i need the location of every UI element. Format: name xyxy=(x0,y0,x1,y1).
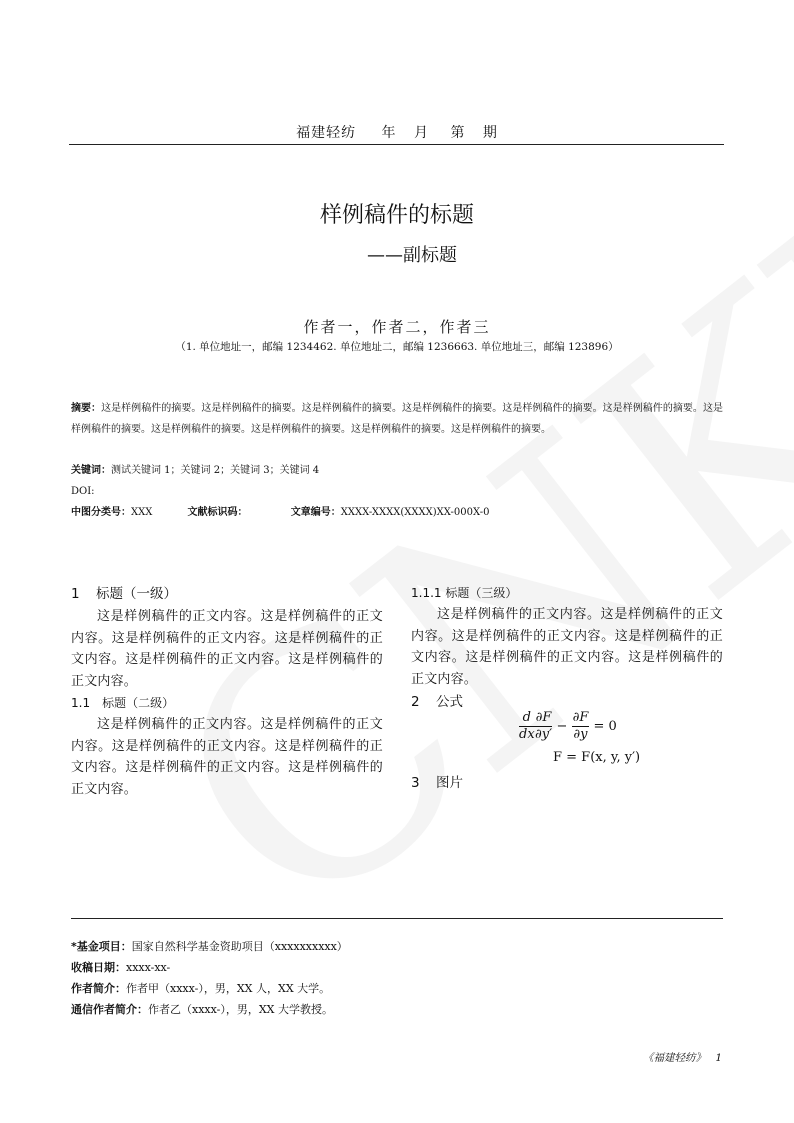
clc-label: 中图分类号： xyxy=(71,507,131,518)
footnote-rule xyxy=(71,918,723,919)
fraction: $\frac{\partial F}{\partial y'}$ xyxy=(535,710,553,742)
footnote-corresponding: 通信作者简介：作者乙（xxxx-），男，XX 大学教授。 xyxy=(71,1003,333,1016)
doi xyxy=(71,481,95,502)
period-label: 期 xyxy=(482,125,498,141)
abstract xyxy=(71,398,723,440)
keywords-label: 关键词： xyxy=(71,465,111,476)
abstract-label: 摘要： xyxy=(71,403,102,414)
clc-value: XXX xyxy=(131,507,153,518)
page-title: 样例稿件的标题 xyxy=(319,203,474,228)
keywords xyxy=(71,460,319,481)
right-column xyxy=(411,582,723,714)
section-title: 公式 xyxy=(436,694,463,710)
article-no-value: XXXX-XXXX(XXXX)XX-000X-0 xyxy=(340,507,490,518)
fraction: $\frac{\partial F}{\partial y}$ xyxy=(572,710,589,742)
journal-name: 福建轻纺 xyxy=(296,125,357,141)
section-title: 图片 xyxy=(436,775,463,791)
body-paragraph: 这是样例稿件的正文内容。这是样例稿件的正文内容。这是样例稿件的正文内容。这是样例稿件的正文内容。这是样例稿件的正文内容。这是样例稿件的正文内容。 xyxy=(411,607,723,687)
watermark xyxy=(105,150,794,993)
footer-journal: 《福建轻纺》 xyxy=(642,1052,706,1064)
section-number: 2 xyxy=(411,694,420,710)
fraction: $\frac{d}{dx}$ xyxy=(519,710,535,742)
section-heading xyxy=(411,771,463,795)
section-title: 标题（一级） xyxy=(96,586,177,602)
keywords-text: 测试关键词 1；关键词 2；关键词 3；关键词 4 xyxy=(111,465,320,476)
month-label: 月 xyxy=(414,125,429,141)
left-column xyxy=(71,582,383,800)
equation-rhs: = 0 xyxy=(593,719,617,734)
authors: 作者一，作者二，作者三 xyxy=(303,318,491,336)
running-header xyxy=(0,122,794,142)
equation-1 xyxy=(519,710,617,743)
section-number: 3 xyxy=(411,775,420,791)
article-no-label: 文章编号： xyxy=(290,507,341,518)
issue-label: 第 xyxy=(450,125,466,141)
subsection-heading: 1.1 标题（二级） xyxy=(71,696,175,710)
minus-sign: − xyxy=(556,719,568,734)
page-number: 1 xyxy=(715,1052,722,1064)
affiliations: （1. 单位地址一，邮编 1234462. 单位地址二，邮编 1236663. 单位地址三，邮编 123896） xyxy=(175,341,619,353)
section-heading xyxy=(71,582,383,606)
section-number: 1 xyxy=(71,586,80,602)
equation-2: F = F(x, y, y′) xyxy=(553,750,641,765)
page-footer xyxy=(643,1050,722,1065)
page-subtitle: ——副标题 xyxy=(367,245,457,266)
header-rule xyxy=(69,144,724,145)
year-label: 年 xyxy=(381,125,397,141)
footnote-author-bio: 作者简介：作者甲（xxxx-），男，XX 人，XX 大学。 xyxy=(71,982,331,995)
body-paragraph: 这是样例稿件的正文内容。这是样例稿件的正文内容。这是样例稿件的正文内容。这是样例稿件的正文内容。这是样例稿件的正文内容。这是样例稿件的正文内容。 xyxy=(71,717,383,797)
footnote-received: 收稿日期：xxxx-xx- xyxy=(71,961,171,974)
footnote-funding: *基金项目：国家自然科学基金资助项目（xxxxxxxxxx） xyxy=(71,940,348,953)
classification-line xyxy=(71,502,723,523)
subsubsection-heading: 1.1.1 标题（三级） xyxy=(411,586,518,600)
doc-code-label: 文献标识码： xyxy=(187,507,248,518)
doi-label: DOI: xyxy=(71,486,95,497)
abstract-text: 这是样例稿件的摘要。这是样例稿件的摘要。这是样例稿件的摘要。这是样例稿件的摘要。这是样例稿件的摘要。这是样例稿件的摘要。这是样例稿件的摘要。这是样例稿件的摘要。这是样例稿件的摘要。这是样例稿件的摘要。这是样例稿件的摘要。 xyxy=(71,403,723,435)
body-paragraph: 这是样例稿件的正文内容。这是样例稿件的正文内容。这是样例稿件的正文内容。这是样例稿件的正文内容。这是样例稿件的正文内容。这是样例稿件的正文内容。 xyxy=(71,609,383,689)
